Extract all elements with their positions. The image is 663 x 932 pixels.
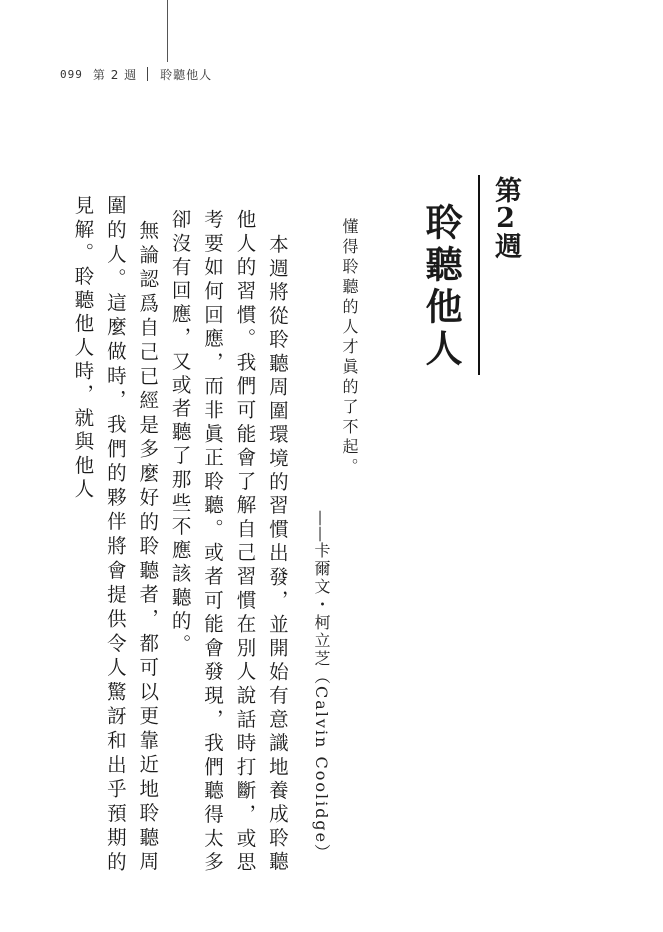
week-label-suffix: 週 bbox=[490, 232, 521, 261]
header-chapter: 聆聽他人 bbox=[160, 67, 213, 82]
body-paragraph-2: 無論認爲自己已經是多麼好的聆聽者，都可以更靠近地聆聽周圍的人。這麼做時，我們的夥伴將會提供令人驚訝和出乎預期的見解。聆聽他人時，就與他人 bbox=[71, 195, 160, 875]
header-week: 第 2 週 bbox=[92, 67, 138, 82]
body-text bbox=[66, 195, 293, 875]
week-label-number: 2 bbox=[496, 205, 515, 232]
header-separator bbox=[147, 67, 148, 81]
week-label bbox=[487, 176, 523, 261]
body-paragraph-1: 本週將從聆聽周圍環境的習慣出發，並開始有意識地養成聆聽他人的習慣。我們可能會了解自己習慣在別人說話時打斷，或思考要如何回應，而非眞正聆聽。或者可能會發現，我們聽得太多卻沒有回應，又或者聽了那些不應該聽的。 bbox=[168, 209, 289, 875]
title-rule bbox=[478, 175, 480, 375]
attribution-author: 卡爾文・柯立芝（Calvin Coolidge） bbox=[312, 542, 331, 863]
running-header bbox=[60, 66, 212, 82]
week-label-prefix: 第 bbox=[490, 176, 521, 205]
attribution-dash: —— bbox=[312, 510, 331, 542]
top-divider-line bbox=[167, 0, 168, 62]
epigraph-attribution bbox=[308, 510, 334, 862]
epigraph-quote: 懂得聆聽的人才眞的了不起。 bbox=[340, 218, 359, 478]
page-number: 099 bbox=[60, 67, 83, 81]
chapter-title: 聆聽他人 bbox=[419, 203, 463, 371]
